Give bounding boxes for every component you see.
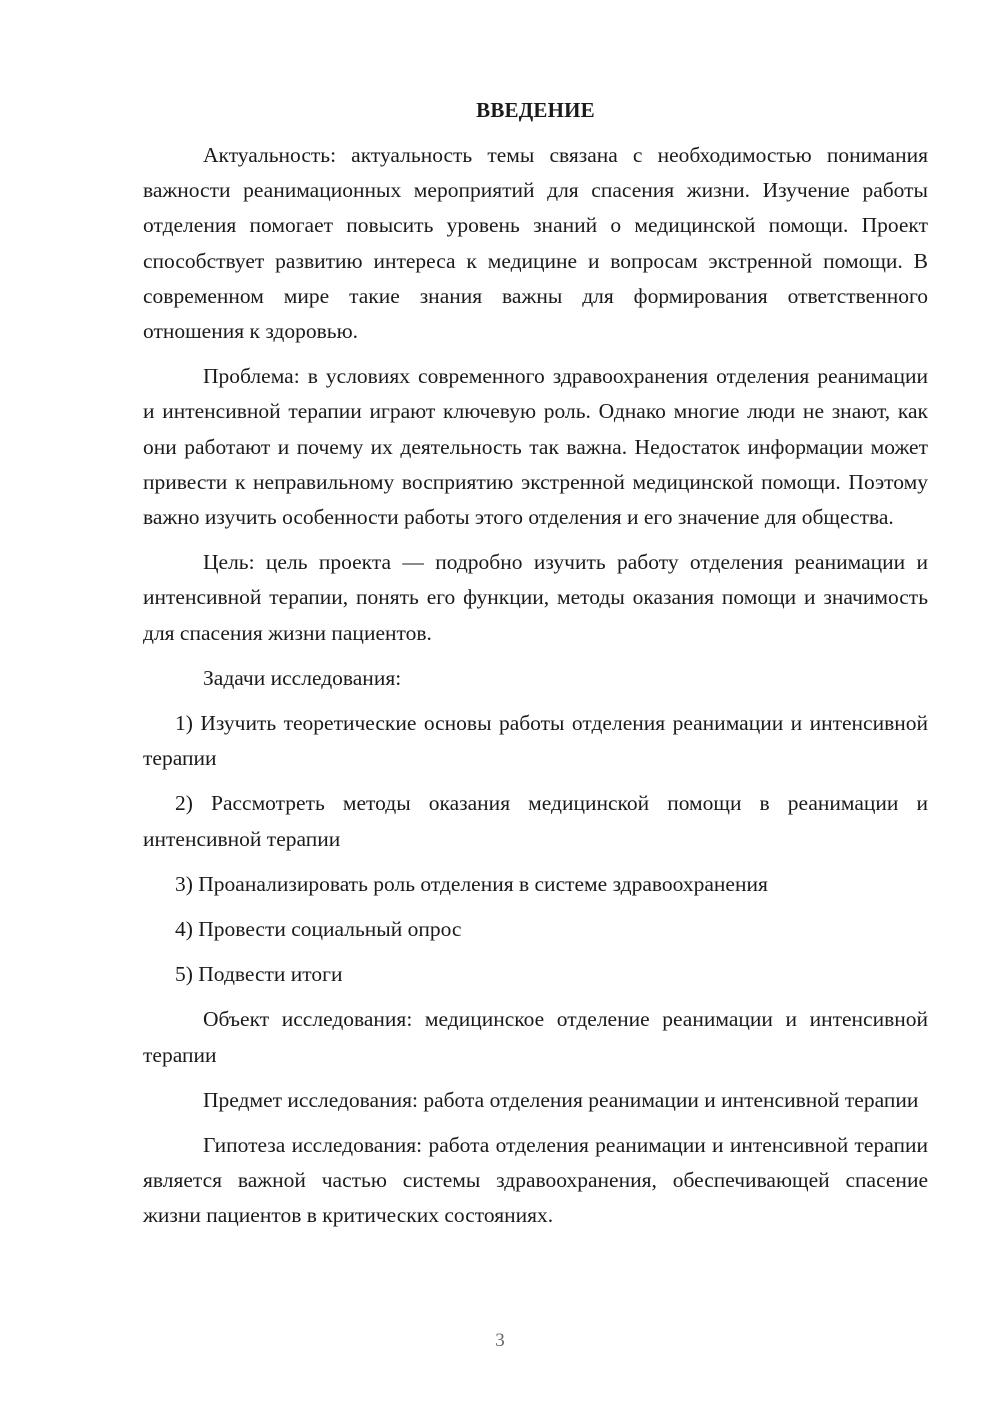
page-number: 3 — [495, 1330, 505, 1351]
task-item-1: 1) Изучить теоретические основы работы отделения реанимации и интенсивной терапии — [143, 711, 928, 771]
task-item-3: 3) Проанализировать роль отделения в системе здравоохранения — [175, 871, 768, 896]
document-page — [143, 92, 928, 1392]
section-title: ВВЕДЕНИЕ — [476, 98, 595, 122]
paragraph-relevance: Актуальность: актуальность темы связана с необходимостью понимания важности реанимационных мероприятий для спасения жизни. Изучение работы отделения помогает повысить уровень знаний о медицинской помощи. Проект способствует развитию интереса к медицине и вопросам экстренной помощи. В современном мире такие знания важны для формирования ответственного отношения к здоровью. — [143, 143, 928, 344]
task-item-4: 4) Провести социальный опрос — [175, 917, 462, 942]
paragraph-problem: Проблема: в условиях современного здравоохранения отделения реанимации и интенсивной терапии играют ключевую роль. Однако многие люди не знают, как они работают и почему их деятельность так важна. Недостаток информации может привести к неправильному восприятию экстренной медицинской помощи. Поэтому важно изучить особенности работы этого отделения и его значение для общества. — [143, 364, 928, 530]
paragraph-object: Объект исследования: медицинское отделение реанимации и интенсивной терапии — [143, 1007, 928, 1067]
paragraph-hypothesis: Гипотеза исследования: работа отделения реанимации и интенсивной терапии является важной частью системы здравоохранения, обеспечивающей спасение жизни пациентов в критических состояниях. — [143, 1133, 928, 1228]
paragraph-subject: Предмет исследования: работа отделения реанимации и интенсивной терапии — [203, 1087, 919, 1112]
paragraph-tasks-heading: Задачи исследования: — [203, 665, 402, 690]
task-item-5: 5) Подвести итоги — [175, 962, 343, 987]
task-item-2: 2) Рассмотреть методы оказания медицинской помощи в реанимации и интенсивной терапии — [143, 791, 928, 851]
paragraph-goal: Цель: цель проекта — подробно изучить работу отделения реанимации и интенсивной терапии, понять его функции, методы оказания помощи и значимость для спасения жизни пациентов. — [143, 550, 928, 645]
